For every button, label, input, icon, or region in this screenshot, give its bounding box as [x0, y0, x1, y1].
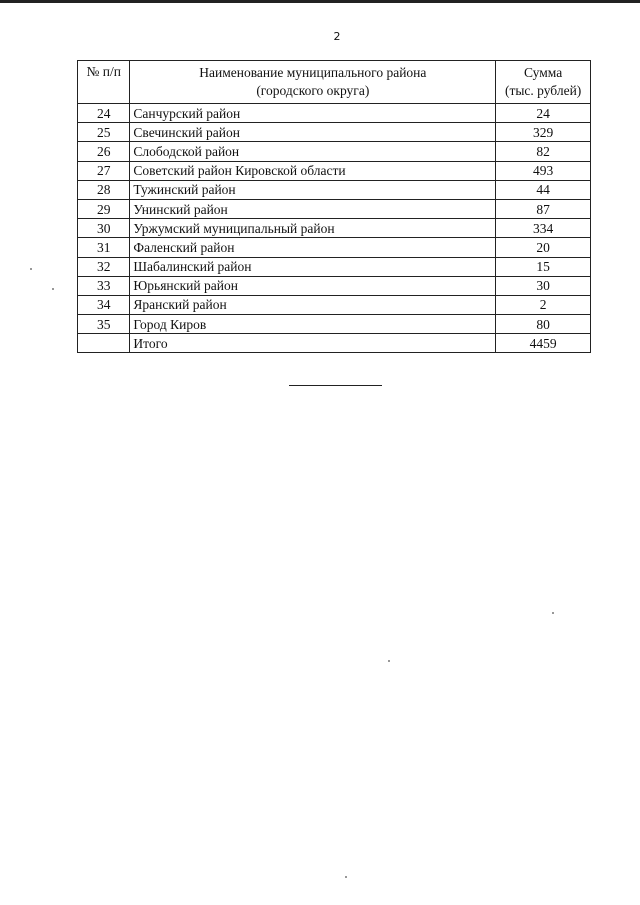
header-num: № п/п	[78, 61, 130, 104]
row-sum: 334	[496, 219, 591, 238]
row-num: 33	[78, 276, 130, 295]
header-name	[130, 61, 496, 104]
row-num: 24	[78, 104, 130, 123]
header-name-line1: Наименование муниципального района	[199, 65, 427, 80]
table-row	[78, 276, 591, 295]
row-num: 35	[78, 315, 130, 334]
table-row	[78, 180, 591, 199]
row-num: 28	[78, 180, 130, 199]
row-name: Город Киров	[130, 315, 496, 334]
scan-speck	[30, 268, 32, 270]
row-sum: 493	[496, 161, 591, 180]
row-num: 30	[78, 219, 130, 238]
table-total-row	[78, 334, 591, 353]
row-name: Унинский район	[130, 199, 496, 218]
total-num	[78, 334, 130, 353]
table-row	[78, 219, 591, 238]
table-row	[78, 315, 591, 334]
row-name: Советский район Кировской области	[130, 161, 496, 180]
row-num: 26	[78, 142, 130, 161]
table-row	[78, 123, 591, 142]
row-name: Тужинский район	[130, 180, 496, 199]
header-sum-line1: Сумма	[524, 65, 563, 80]
header-sum	[496, 61, 591, 104]
row-num: 29	[78, 199, 130, 218]
row-sum: 82	[496, 142, 591, 161]
header-name-line2: (городского округа)	[256, 83, 370, 98]
table-header-row	[78, 61, 591, 104]
row-name: Уржумский муниципальный район	[130, 219, 496, 238]
row-num: 34	[78, 295, 130, 314]
row-name: Шабалинский район	[130, 257, 496, 276]
row-num: 27	[78, 161, 130, 180]
table-row	[78, 142, 591, 161]
row-sum: 87	[496, 199, 591, 218]
scan-speck	[552, 612, 554, 614]
table-row	[78, 199, 591, 218]
row-sum: 329	[496, 123, 591, 142]
scan-top-edge	[0, 0, 640, 3]
row-sum: 20	[496, 238, 591, 257]
scan-speck	[345, 876, 347, 878]
row-name: Юрьянский район	[130, 276, 496, 295]
table-row	[78, 238, 591, 257]
row-sum: 44	[496, 180, 591, 199]
row-sum: 15	[496, 257, 591, 276]
scan-speck	[388, 660, 390, 662]
table-row	[78, 104, 591, 123]
table-row	[78, 257, 591, 276]
end-separator-line	[289, 385, 382, 386]
row-name: Санчурский район	[130, 104, 496, 123]
header-sum-line2: (тыс. рублей)	[504, 83, 582, 98]
total-label: Итого	[130, 334, 496, 353]
total-sum: 4459	[496, 334, 591, 353]
page-number: 2	[333, 30, 341, 43]
row-sum: 30	[496, 276, 591, 295]
row-name: Фаленский район	[130, 238, 496, 257]
row-name: Слободской район	[130, 142, 496, 161]
row-sum: 80	[496, 315, 591, 334]
row-sum: 24	[496, 104, 591, 123]
row-name: Свечинский район	[130, 123, 496, 142]
table-row	[78, 295, 591, 314]
row-sum: 2	[496, 295, 591, 314]
row-num: 32	[78, 257, 130, 276]
scan-speck	[52, 288, 54, 290]
row-name: Яранский район	[130, 295, 496, 314]
row-num: 31	[78, 238, 130, 257]
row-num: 25	[78, 123, 130, 142]
table-row	[78, 161, 591, 180]
allocation-table	[77, 60, 591, 353]
